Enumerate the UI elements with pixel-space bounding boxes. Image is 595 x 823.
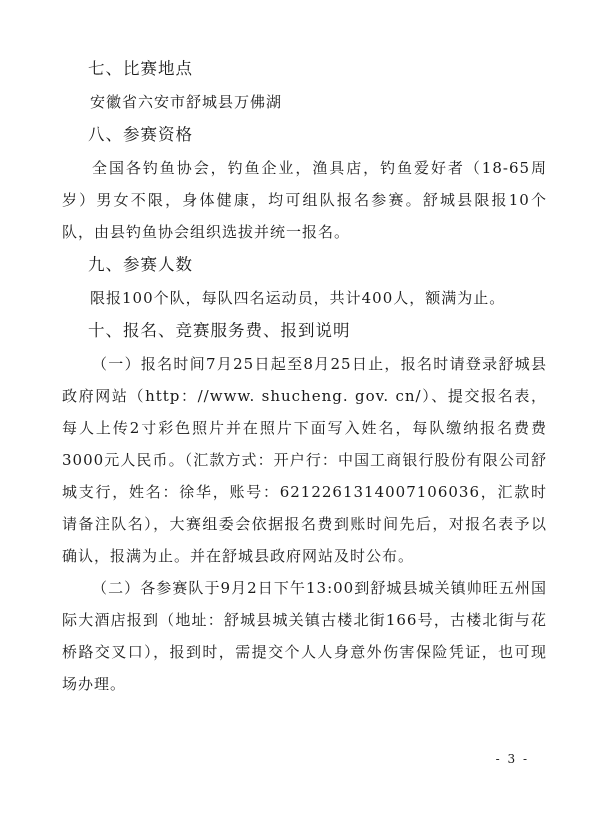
section-heading-venue: 七、比赛地点 — [88, 59, 193, 78]
section-heading-eligibility: 八、参赛资格 — [88, 125, 193, 144]
section-heading-participants: 九、参赛人数 — [88, 255, 193, 274]
registration-paragraph-1: （一）报名时间7月25日起至8月25日止，报名时请登录舒城县政府网站（http：//www. shucheng. gov. cn/）、提交报名表，每人上传2寸彩色照片并在照片下面写入姓名，每队缴纳报名费费3000元人民币。（汇款方式：开户行：中国工商银行股份有限公司舒城支行，姓名：徐华，账号：6212261314007106036，汇款时请备注队名），大赛组委会依据报名费到账时间先后，对报名表予以确认，报满为止。并在舒城县政府网站及时公布。 — [62, 355, 547, 565]
venue-text: 安徽省六安市舒城县万佛湖 — [90, 93, 283, 111]
page-number: - 3 - — [495, 752, 529, 766]
participants-text: 限报100个队，每队四名运动员，共计400人，额满为止。 — [90, 289, 506, 307]
section-heading-registration: 十、报名、竞赛服务费、报到说明 — [88, 321, 351, 340]
registration-paragraph-2: （二）各参赛队于9月2日下午13:00到舒城县城关镇帅旺五州国际大酒店报到（地址：舒城县城关镇古楼北街166号，古楼北街与花桥路交叉口），报到时，需提交个人人身意外伤害保险凭证，也可现场办理。 — [62, 579, 547, 693]
eligibility-text: 全国各钓鱼协会，钓鱼企业，渔具店，钓鱼爱好者（18-65周岁）男女不限，身体健康，均可组队报名参赛。舒城县限报10个队，由县钓鱼协会组织选拔并统一报名。 — [62, 159, 547, 241]
